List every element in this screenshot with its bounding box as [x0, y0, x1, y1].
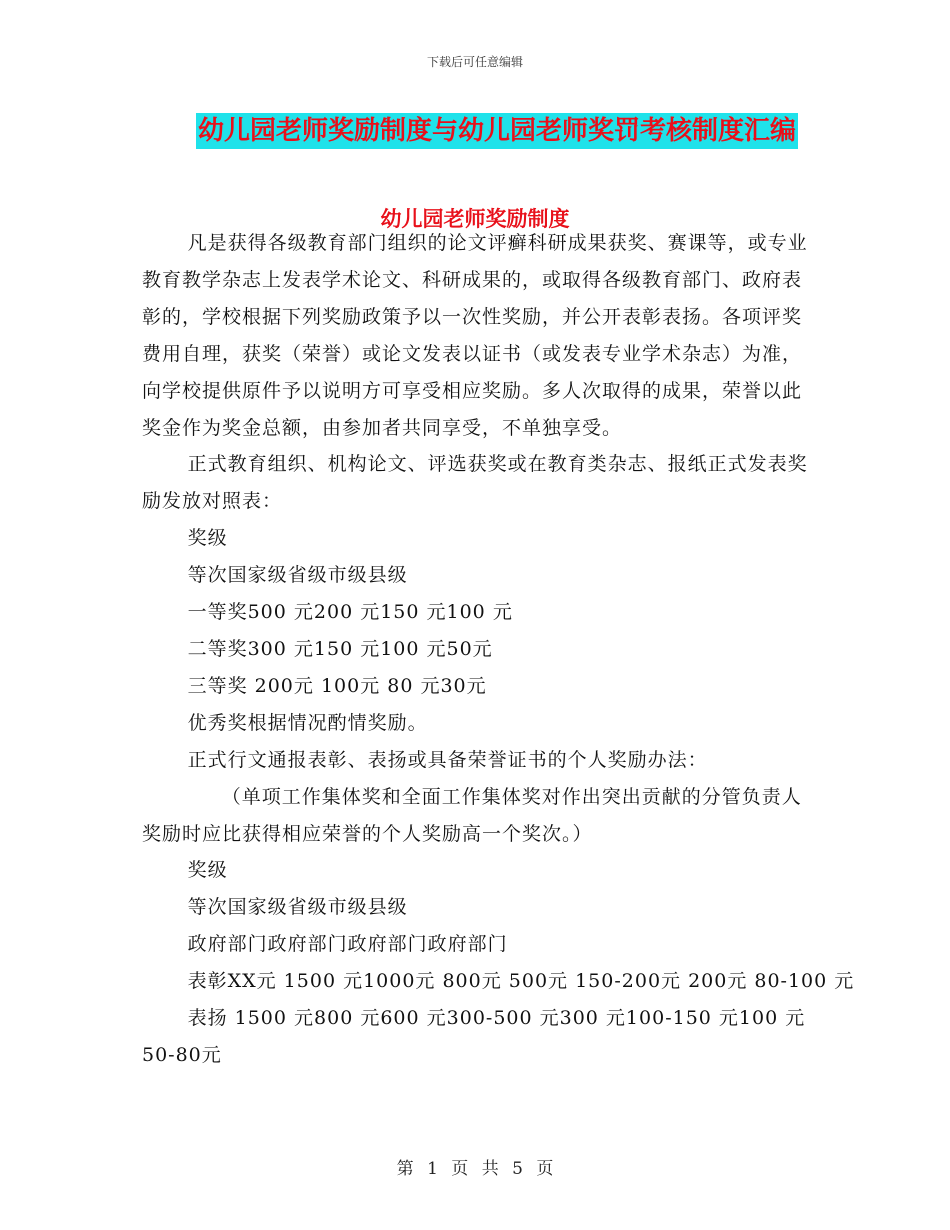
- main-title: 幼儿园老师奖励制度与幼儿园老师奖罚考核制度汇编: [196, 113, 798, 149]
- table-line: 等次国家级省级市级县级: [187, 564, 408, 587]
- paragraph-note: （单项工作集体奖和全面工作集体奖对作出突出贡献的分管负责人奖励时应比获得相应荣誉的个人奖励高一个奖次。）: [142, 785, 802, 845]
- paragraph-table-intro: 正式教育组织、机构论文、评选获奖或在教育类杂志、报纸正式发表奖励发放对照表：: [142, 453, 808, 513]
- footer-page-number: 1: [427, 1159, 438, 1179]
- table-line: 表彰XX元 1500 元1000元 800元 500元 150-200元 200元 80-100 元: [187, 970, 855, 993]
- table-line: 等次国家级省级市级县级: [187, 896, 408, 919]
- footer-total-number: 5: [512, 1159, 523, 1179]
- table-line: 政府部门政府部门政府部门政府部门: [187, 933, 508, 956]
- table-line: 正式行文通报表彰、表扬或具备荣誉证书的个人奖励办法：: [187, 748, 708, 771]
- section-title: 幼儿园老师奖励制度: [380, 207, 570, 231]
- paragraph-praise: 表扬 1500 元800 元600 元300-500 元300 元100-150 元100 元50-80元: [142, 1007, 806, 1066]
- table-line: 优秀奖根据情况酌情奖励。: [187, 711, 428, 734]
- table-line: 奖级: [187, 859, 228, 882]
- table-line: 一等奖500 元200 元150 元100 元: [187, 601, 513, 624]
- footer-total-unit: 页: [536, 1159, 554, 1179]
- paragraph-intro: 凡是获得各级教育部门组织的论文评癣科研成果获奖、赛课等，或专业教育教学杂志上发表学术论文、科研成果的，或取得各级教育部门、政府表彰的，学校根据下列奖励政策予以一次性奖励，并公开表彰表扬。各项评奖费用自理，获奖（荣誉）或论文发表以证书（或发表专业学术杂志）为准，向学校提供原件予以说明方可享受相应奖励。多人次取得的成果，荣誉以此奖金作为奖金总额，由参加者共同享受，不单独享受。: [142, 232, 808, 439]
- footer-page-label: 第: [396, 1159, 414, 1179]
- table-line: 三等奖 200元 100元 80 元30元: [187, 674, 487, 697]
- header-note: 下载后可任意编辑: [426, 55, 523, 69]
- document-body: [142, 225, 855, 1074]
- footer-total-label: 共: [481, 1159, 499, 1179]
- table-line: 奖级: [187, 527, 228, 550]
- table-line: 二等奖300 元150 元100 元50元: [187, 637, 493, 660]
- footer-page-unit: 页: [451, 1159, 469, 1179]
- page-footer: [0, 1154, 950, 1179]
